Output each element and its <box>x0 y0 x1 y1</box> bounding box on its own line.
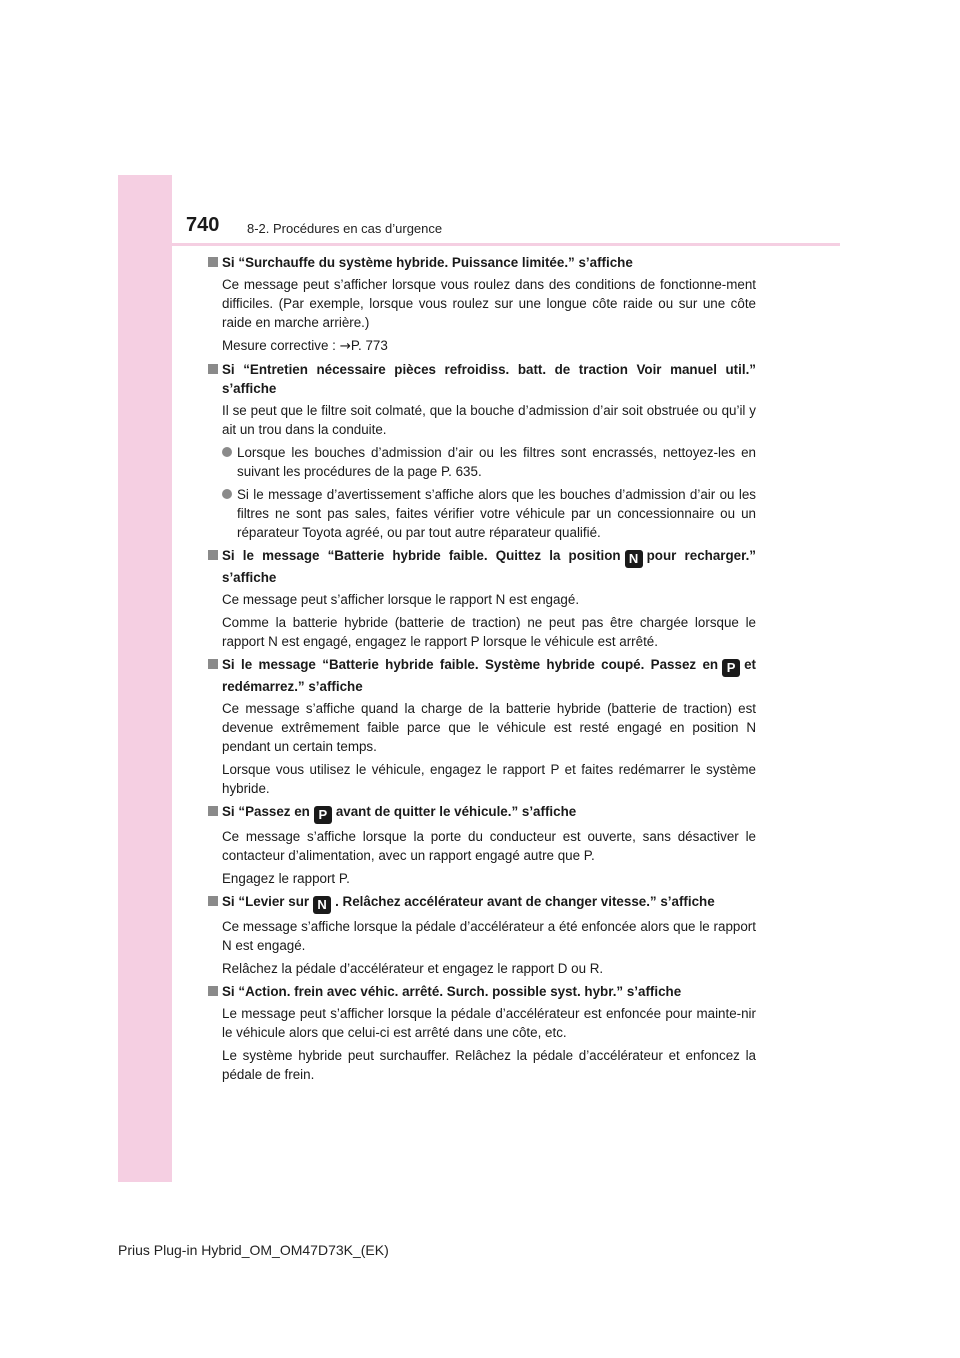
list-item-text: Lorsque les bouches d’admission d’air ou les filtres sont encrassés, nettoyez-les en suivant les procédures de la page P. 635. <box>237 445 756 479</box>
heading-text-continued: avant de quitter le véhicule.” s’affiche <box>335 804 577 819</box>
heading-text: Si “Passez en <box>222 804 310 819</box>
message-entry <box>208 546 756 651</box>
gear-n-icon: N <box>313 896 331 914</box>
paragraph: Comme la batterie hybride (batterie de traction) ne peut pas être chargée lorsque le rapport N est engagé, engagez le rapport P lorsque le véhicule est arrêté. <box>222 615 756 649</box>
gear-n-icon: N <box>625 550 643 568</box>
square-bullet-icon <box>208 806 218 816</box>
page-reference-link[interactable]: P. 773 <box>350 338 388 353</box>
square-bullet-icon <box>208 364 218 374</box>
message-heading <box>208 982 756 1001</box>
list-item <box>222 485 756 542</box>
message-heading <box>208 546 756 587</box>
footer-document-id: Prius Plug-in Hybrid_OM_OM47D73K_(EK) <box>118 1242 389 1258</box>
message-entry <box>208 655 756 798</box>
chapter-tab-sidebar <box>118 175 172 1182</box>
round-bullet-icon <box>222 447 232 457</box>
gear-p-icon: P <box>722 659 740 677</box>
heading-text-continued: et redémarrez.” s’affiche <box>222 657 756 694</box>
heading-text: Si le message “Batterie hybride faible. Quittez la position <box>222 548 621 563</box>
reference-label: Mesure corrective : <box>222 338 340 353</box>
square-bullet-icon <box>208 986 218 996</box>
square-bullet-icon <box>208 550 218 560</box>
paragraph: Le système hybride peut surchauffer. Relâchez la pédale d’accélérateur et enfoncez la pédale de frein. <box>222 1048 756 1082</box>
paragraph: Relâchez la pédale d’accélérateur et engagez le rapport D ou R. <box>222 961 604 976</box>
paragraph: Engagez le rapport P. <box>222 871 350 886</box>
list-item <box>222 443 756 481</box>
heading-text: Si “Surchauffe du système hybride. Puissance limitée.” s’affiche <box>222 255 633 270</box>
paragraph: Ce message s’affiche lorsque la porte du conducteur est ouverte, sans désactiver le contacteur d’alimentation, avec un rapport engagé autre que P. <box>222 829 756 863</box>
heading-text: Si “Levier sur <box>222 894 310 909</box>
paragraph: Lorsque vous utilisez le véhicule, engagez le rapport P et faites redémarrer le système hybride. <box>222 762 756 796</box>
heading-text-continued: pour recharger.” s’affiche <box>222 548 756 585</box>
page-content <box>208 253 756 1088</box>
paragraph: Ce message peut s’afficher lorsque le rapport N est engagé. <box>222 592 580 607</box>
heading-text: Si le message “Batterie hybride faible. Système hybride coupé. Passez en <box>222 657 719 672</box>
square-bullet-icon <box>208 896 218 906</box>
paragraph: Ce message peut s’afficher lorsque vous roulez dans des conditions de fonctionne-ment difficiles. (Par exemple, lorsque vous roulez sur une longue côte raide ou sur une côte raide en marche arrière.) <box>222 277 756 330</box>
round-bullet-icon <box>222 489 232 499</box>
message-entry <box>208 982 756 1084</box>
heading-text-continued: . Relâchez accélérateur avant de changer vitesse.” s’affiche <box>335 894 715 909</box>
heading-text: Si “Entretien nécessaire pièces refroidiss. batt. de traction Voir manuel util.” s’affiche <box>222 362 756 396</box>
message-heading <box>208 360 756 398</box>
paragraph: Ce message s’affiche quand la charge de la batterie hybride (batterie de traction) est devenue extrêmement faible parce que le véhicule est resté engagé en position N pendant un certain temps. <box>222 701 756 754</box>
cross-reference <box>222 336 756 356</box>
paragraph: Il se peut que le filtre soit colmaté, que la bouche d’admission d’air soit obstruée ou qu’il y ait un trou dans la conduite. <box>222 403 756 437</box>
page-number: 740 <box>186 214 220 236</box>
section-title: 8-2. Procédures en cas d’urgence <box>247 221 443 236</box>
square-bullet-icon <box>208 257 218 267</box>
message-entry <box>208 892 756 978</box>
paragraph: Le message peut s’afficher lorsque la pédale d’accélérateur est enfoncée pour mainte-nir le véhicule alors que celui-ci est arrêté dans une côte, etc. <box>222 1006 756 1040</box>
message-heading <box>208 802 756 824</box>
list-item-text: Si le message d’avertissement s’affiche alors que les bouches d’admission d’air ou les filtres ne sont pas sales, faites vérifier votre véhicule par un concessionnaire ou un réparateur Toyota agréé, ou par tout autre réparateur qualifié. <box>237 487 756 540</box>
message-entry <box>208 253 756 356</box>
message-heading <box>208 253 756 272</box>
gear-p-icon: P <box>314 806 332 824</box>
header-divider <box>172 243 840 246</box>
message-entry <box>208 802 756 888</box>
arrow-right-icon: → <box>339 339 351 354</box>
square-bullet-icon <box>208 659 218 669</box>
paragraph: Ce message s’affiche lorsque la pédale d’accélérateur a été enfoncée alors que le rapport N est engagé. <box>222 919 756 953</box>
heading-text: Si “Action. frein avec véhic. arrêté. Surch. possible syst. hybr.” s’affiche <box>222 984 682 999</box>
message-heading <box>208 892 756 914</box>
message-entry <box>208 360 756 542</box>
message-heading <box>208 655 756 696</box>
